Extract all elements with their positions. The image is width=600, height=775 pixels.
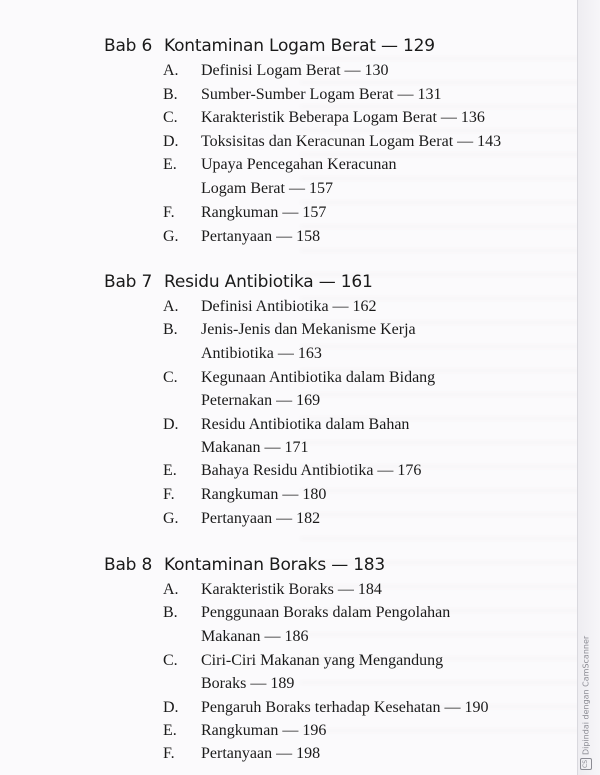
toc-entry	[163, 604, 450, 622]
entry-letter: E.	[163, 462, 177, 479]
entry-continuation: Peternakan — 169	[201, 392, 321, 409]
entry-text: Rangkuman — 180	[201, 486, 327, 503]
chapter-number: Bab 8	[104, 555, 153, 575]
entry-letter: D.	[163, 699, 179, 716]
toc-entry	[163, 462, 421, 480]
toc-entry	[163, 109, 485, 127]
entry-text: Kegunaan Antibiotika dalam Bidang	[201, 369, 436, 386]
entry-letter: B.	[163, 86, 178, 103]
entry-continuation: Makanan — 171	[201, 439, 309, 456]
toc-entry	[163, 369, 435, 387]
entry-letter: F.	[163, 204, 175, 221]
toc-entry	[163, 204, 326, 222]
entry-letter: G.	[163, 228, 179, 245]
entry-text: Toksisitas dan Keracunan Logam Berat — 143	[201, 133, 502, 150]
entry-text: Bahaya Residu Antibiotika — 176	[201, 462, 422, 479]
entry-text: Pertanyaan — 198	[201, 745, 321, 762]
toc-entry	[163, 228, 320, 246]
entry-letter: E.	[163, 722, 177, 739]
entry-letter: A.	[163, 62, 179, 79]
entry-letter: B.	[163, 321, 178, 338]
toc-entry	[163, 416, 409, 434]
toc-entry	[163, 156, 396, 174]
entry-letter: C.	[163, 652, 178, 669]
chapter-number: Bab 7	[104, 272, 153, 292]
toc-entry	[163, 298, 377, 316]
entry-letter: F.	[163, 486, 175, 503]
entry-text: Ciri-Ciri Makanan yang Mengandung	[201, 652, 444, 669]
entry-letter: D.	[163, 416, 179, 433]
chapter-heading	[104, 272, 373, 292]
camscanner-logo-icon: CS	[580, 758, 592, 770]
entry-letter: A.	[163, 581, 179, 598]
entry-continuation: Logam Berat — 157	[201, 180, 333, 197]
toc-entry	[163, 321, 416, 339]
entry-text: Pertanyaan — 158	[201, 228, 321, 245]
entry-letter: B.	[163, 604, 178, 621]
toc-entry	[163, 581, 382, 599]
toc-entry	[163, 510, 320, 528]
entry-text: Definisi Antibiotika — 162	[201, 298, 377, 315]
toc-entry	[163, 745, 320, 763]
entry-letter: G.	[163, 510, 179, 527]
scanner-watermark-text: Dipindai dengan CamScanner	[581, 635, 591, 755]
entry-letter: F.	[163, 745, 175, 762]
entry-text: Pengaruh Boraks terhadap Kesehatan — 190	[201, 699, 489, 716]
entry-continuation: Boraks — 189	[201, 675, 295, 692]
entry-text: Pertanyaan — 182	[201, 510, 321, 527]
toc-entry	[163, 699, 488, 717]
entry-text: Definisi Logam Berat — 130	[201, 62, 389, 79]
toc-entry	[163, 62, 389, 80]
chapter-heading	[104, 36, 435, 56]
chapter-number: Bab 6	[104, 36, 153, 56]
entry-text: Karakteristik Boraks — 184	[201, 581, 382, 598]
entry-letter: C.	[163, 109, 178, 126]
toc-entry	[163, 86, 442, 104]
entry-letter: D.	[163, 133, 179, 150]
entry-text: Rangkuman — 157	[201, 204, 327, 221]
entry-text: Rangkuman — 196	[201, 722, 327, 739]
toc-entry	[163, 652, 443, 670]
chapter-title: Kontaminan Logam Berat — 129	[164, 36, 435, 56]
chapter-title: Kontaminan Boraks — 183	[164, 555, 386, 575]
entry-letter: A.	[163, 298, 179, 315]
entry-text: Sumber-Sumber Logam Berat — 131	[201, 86, 442, 103]
entry-text: Penggunaan Boraks dalam Pengolahan	[201, 604, 451, 621]
toc-entry	[163, 486, 326, 504]
entry-text: Upaya Pencegahan Keracunan	[201, 156, 397, 173]
entry-continuation: Antibiotika — 163	[201, 345, 322, 362]
scanner-watermark	[580, 636, 592, 770]
chapter-title: Residu Antibiotika — 161	[164, 272, 373, 292]
entry-text: Residu Antibiotika dalam Bahan	[201, 416, 410, 433]
entry-continuation: Makanan — 186	[201, 628, 309, 645]
entry-text: Karakteristik Beberapa Logam Berat — 136	[201, 109, 485, 126]
entry-letter: E.	[163, 156, 177, 173]
chapter-heading	[104, 555, 385, 575]
entry-letter: C.	[163, 369, 178, 386]
toc-entry	[163, 133, 501, 151]
toc-entry	[163, 722, 326, 740]
entry-text: Jenis-Jenis dan Mekanisme Kerja	[201, 321, 416, 338]
